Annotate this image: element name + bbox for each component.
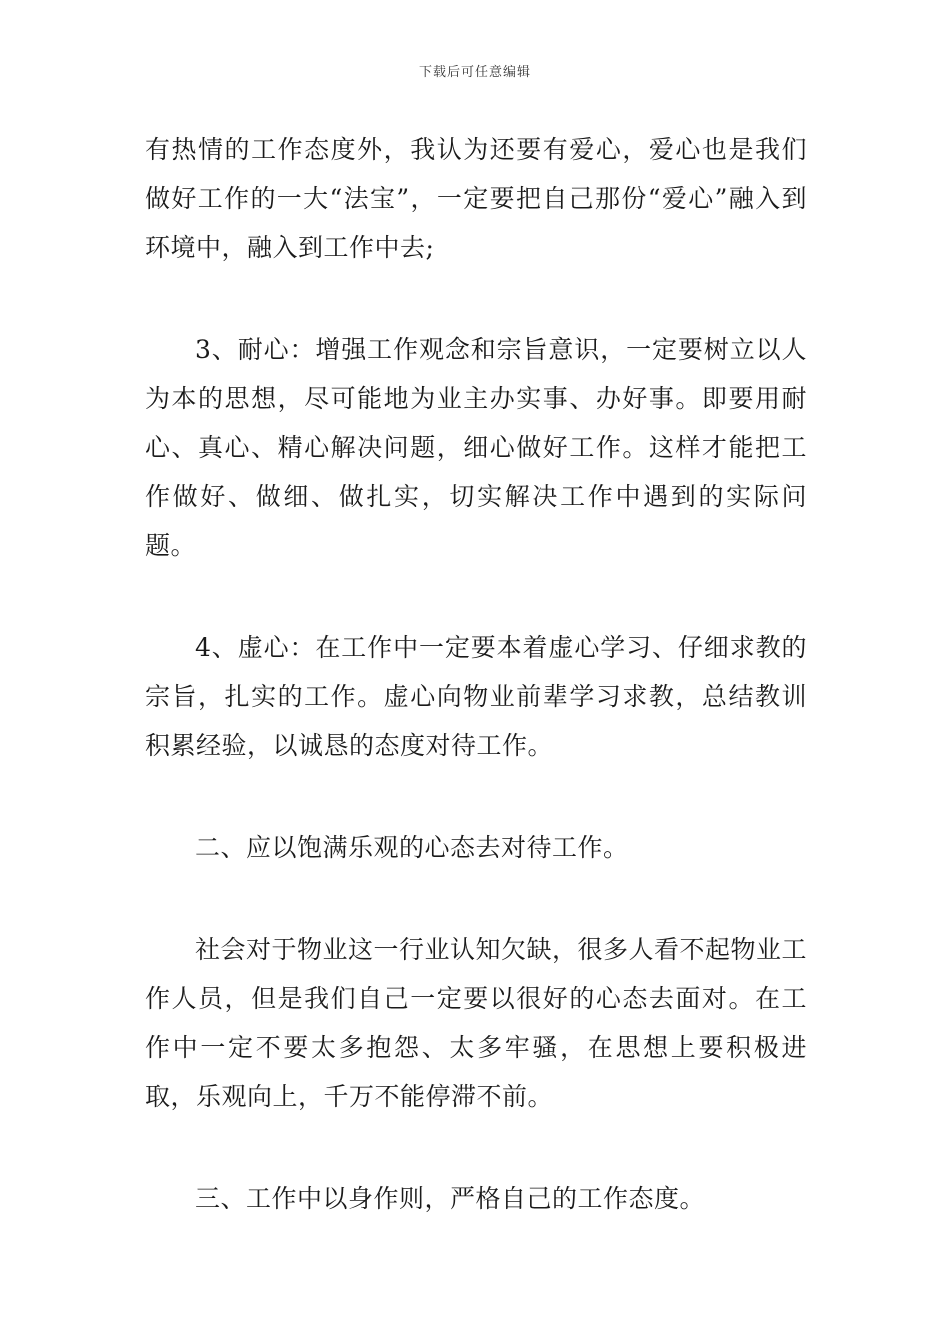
document-body [145,125,807,1223]
paragraph-gap [145,770,807,823]
paragraph-gap [145,1121,807,1174]
paragraph-gap [145,570,807,623]
paragraph-attitude: 社会对于物业这一行业认知欠缺，很多人看不起物业工作人员，但是我们自己一定要以很好的心态去面对。在工作中一定不要太多抱怨、太多牢骚，在思想上要积极进取，乐观向上，千万不能停滞不前。 [145,935,808,1111]
section-heading-three: 三、工作中以身作则，严格自己的工作态度。 [195,1184,706,1213]
paragraph-continuation: 有热情的工作态度外，我认为还要有爱心，爱心也是我们做好工作的一大“法宝”，一定要把自己那份“爱心”融入到环境中，融入到工作中去; [145,135,807,262]
paragraph-gap [145,872,807,925]
page-header: 下载后可任意编辑 [418,65,531,80]
section-heading-two: 二、应以饱满乐观的心态去对待工作。 [195,833,629,862]
paragraph-patience: 3、耐心：增强工作观念和宗旨意识，一定要树立以人为本的思想，尽可能地为业主办实事、办好事。即要用耐心、真心、精心解决问题，细心做好工作。这样才能把工作做好、做细、做扎实，切实解决工作中遇到的实际问题。 [145,335,807,560]
paragraph-humility: 4、虚心：在工作中一定要本着虚心学习、仔细求教的宗旨，扎实的工作。虚心向物业前辈学习求教，总结教训积累经验，以诚恳的态度对待工作。 [145,633,807,760]
paragraph-gap [145,272,807,325]
